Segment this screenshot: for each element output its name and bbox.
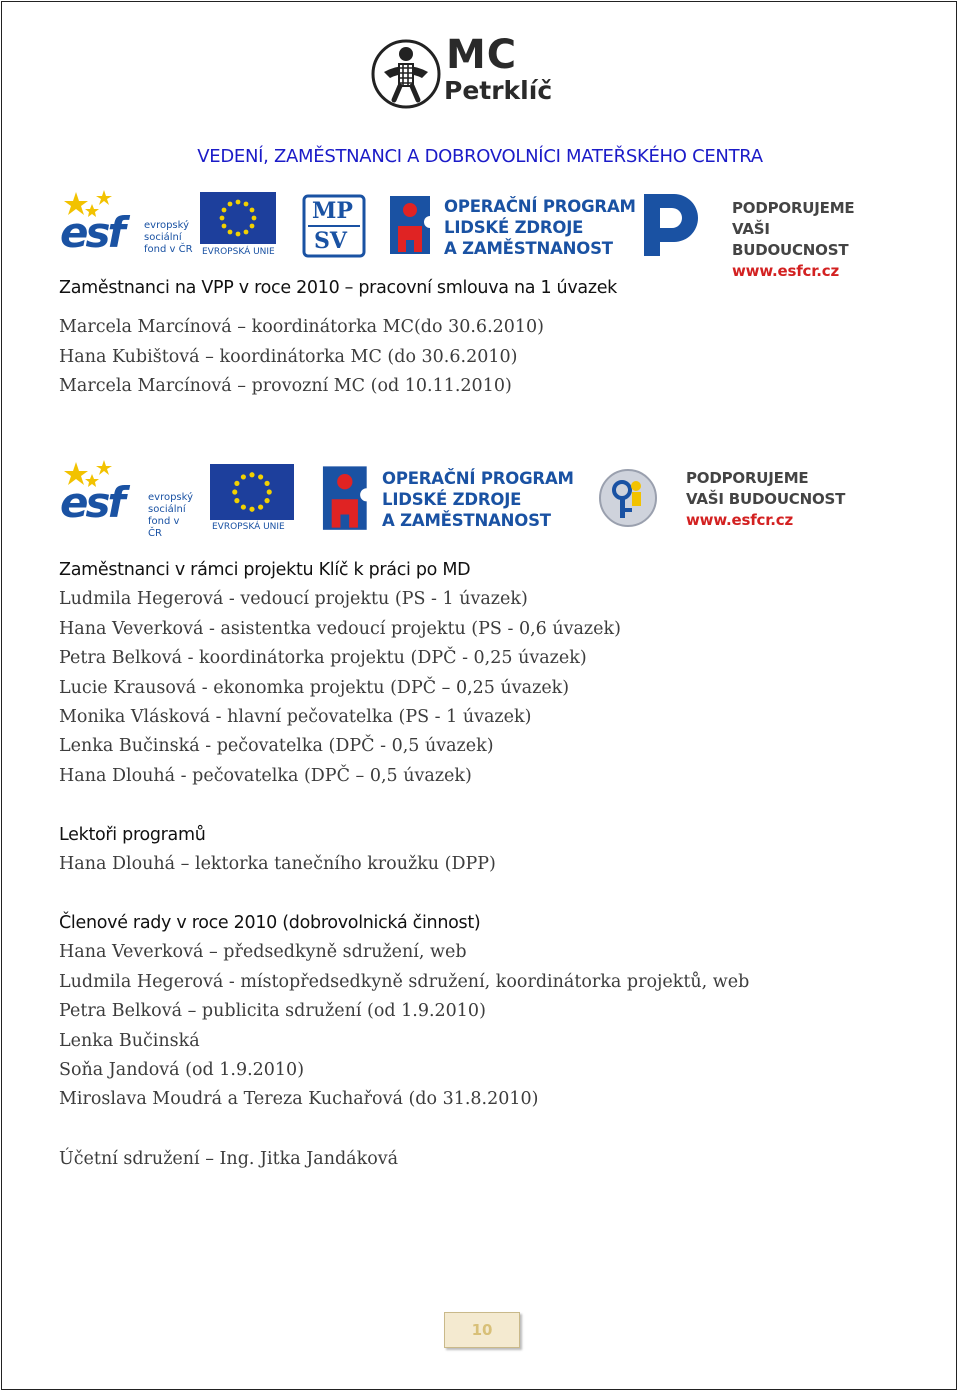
mpsv-text-2: SV bbox=[314, 228, 347, 254]
op-program-text bbox=[382, 468, 574, 531]
list-item: Petra Belková - koordinátorka projektu (DPČ - 0,25 úvazek) bbox=[59, 648, 587, 669]
pod-line-1: PODPORUJEME bbox=[686, 469, 809, 487]
list-item: Soňa Jandová (od 1.9.2010) bbox=[59, 1059, 305, 1080]
list-item: Monika Vlásková - hlavní pečovatelka (PS - 1 úvazek) bbox=[59, 706, 532, 727]
logo-emblem-icon bbox=[370, 38, 442, 110]
pod-line-2: VAŠI BUDOUCNOST bbox=[686, 490, 846, 508]
list-item: Ludmila Hegerová - místopředsedkyně sdružení, koordinátorka projektů, web bbox=[59, 971, 750, 992]
podporujeme-text bbox=[732, 198, 890, 282]
logo-text-mc: MC bbox=[446, 32, 518, 78]
section-project bbox=[59, 556, 621, 791]
key-project-logo-icon bbox=[598, 468, 658, 528]
mc-petrklic-logo bbox=[370, 32, 560, 112]
page-heading: VEDENÍ, ZAMĚSTNANCI A DOBROVOLNÍCI MATEŘSKÉHO CENTRA bbox=[197, 146, 763, 167]
list-item: Petra Belková – publicita sdružení (od 1.9.2010) bbox=[59, 1001, 486, 1022]
section-project-title: Zaměstnanci v rámci projektu Klíč k práci po MD bbox=[59, 560, 471, 580]
list-item: Ludmila Hegerová - vedoucí projektu (PS - 1 úvazek) bbox=[59, 589, 528, 610]
eu-label: EVROPSKÁ UNIE bbox=[202, 247, 275, 257]
esf-caption-1: evropský bbox=[144, 220, 189, 231]
esf-logo bbox=[60, 190, 195, 262]
podporujeme-p-icon bbox=[640, 192, 710, 258]
esf-logo bbox=[60, 460, 195, 539]
eu-flag-icon bbox=[210, 464, 294, 520]
section-board bbox=[59, 909, 749, 1115]
eu-label: EVROPSKÁ UNIE bbox=[212, 522, 285, 532]
page-number-badge bbox=[444, 1312, 520, 1348]
esf-caption-2: sociální bbox=[148, 504, 186, 515]
eu-flag-icon bbox=[200, 192, 276, 244]
op-line-1: OPERAČNÍ PROGRAM bbox=[444, 197, 636, 216]
page-number: 10 bbox=[471, 1321, 493, 1339]
op-line-1: OPERAČNÍ PROGRAM bbox=[382, 469, 574, 488]
section-vpp bbox=[59, 274, 617, 402]
accountant-line: Účetní sdružení – Ing. Jitka Jandáková bbox=[59, 1149, 399, 1169]
esf-letters: esf bbox=[60, 208, 123, 257]
list-item: Marcela Marcínová – provozní MC (od 10.11.2010) bbox=[59, 376, 512, 397]
esf-letters: esf bbox=[60, 478, 123, 527]
podporujeme-text bbox=[686, 468, 845, 531]
list-item: Hana Veverková - asistentka vedoucí projektu (PS - 0,6 úvazek) bbox=[59, 618, 621, 639]
pod-url: www.esfcr.cz bbox=[732, 262, 840, 280]
pod-line-1: PODPORUJEME bbox=[732, 199, 855, 217]
op-line-2: LIDSKÉ ZDROJE bbox=[382, 490, 522, 509]
op-line-3: A ZAMĚSTNANOST bbox=[444, 239, 613, 258]
list-item: Lucie Krausová - ekonomka projektu (DPČ – 0,25 úvazek) bbox=[59, 677, 570, 698]
esf-caption-3: fond v ČR bbox=[148, 516, 180, 539]
list-item: Hana Veverková – předsedkyně sdružení, web bbox=[59, 942, 467, 963]
list-item: Miroslava Moudrá a Tereza Kuchařová (do 31.8.2010) bbox=[59, 1089, 539, 1110]
esf-caption-3: fond v ČR bbox=[144, 244, 193, 255]
list-item: Marcela Marcínová – koordinátorka MC(do 30.6.2010) bbox=[59, 317, 544, 338]
logo-text-petrklic: Petrklíč bbox=[444, 76, 553, 105]
esf-caption-2: sociální bbox=[144, 232, 182, 243]
esf-caption-1: evropský bbox=[148, 492, 193, 503]
section-lectors bbox=[59, 821, 496, 880]
funding-banner-top bbox=[60, 190, 890, 280]
pod-url: www.esfcr.cz bbox=[686, 511, 794, 529]
section-lectors-title: Lektoři programů bbox=[59, 825, 206, 845]
op-line-3: A ZAMĚSTNANOST bbox=[382, 511, 551, 530]
section-vpp-title: Zaměstnanci na VPP v roce 2010 – pracovní smlouva na 1 úvazek bbox=[59, 278, 618, 298]
op-puzzle-icon bbox=[322, 462, 372, 532]
list-item: Lenka Bučinská - pečovatelka (DPČ - 0,5 úvazek) bbox=[59, 736, 494, 757]
list-item: Lenka Bučinská bbox=[59, 1030, 200, 1051]
mpsv-text-1: MP bbox=[312, 198, 353, 224]
op-line-2: LIDSKÉ ZDROJE bbox=[444, 218, 584, 237]
op-program-text bbox=[444, 196, 636, 259]
op-puzzle-icon bbox=[390, 192, 434, 256]
pod-line-2: VAŠI BUDOUCNOST bbox=[732, 220, 849, 259]
section-board-title: Členové rady v roce 2010 (dobrovolnická činnost) bbox=[59, 913, 481, 933]
list-item: Hana Kubištová – koordinátorka MC (do 30.6.2010) bbox=[59, 346, 518, 367]
funding-banner-middle bbox=[60, 460, 860, 539]
list-item: Hana Dlouhá - pečovatelka (DPČ – 0,5 úvazek) bbox=[59, 765, 472, 786]
list-item: Hana Dlouhá – lektorka tanečního kroužku (DPP) bbox=[59, 854, 496, 875]
